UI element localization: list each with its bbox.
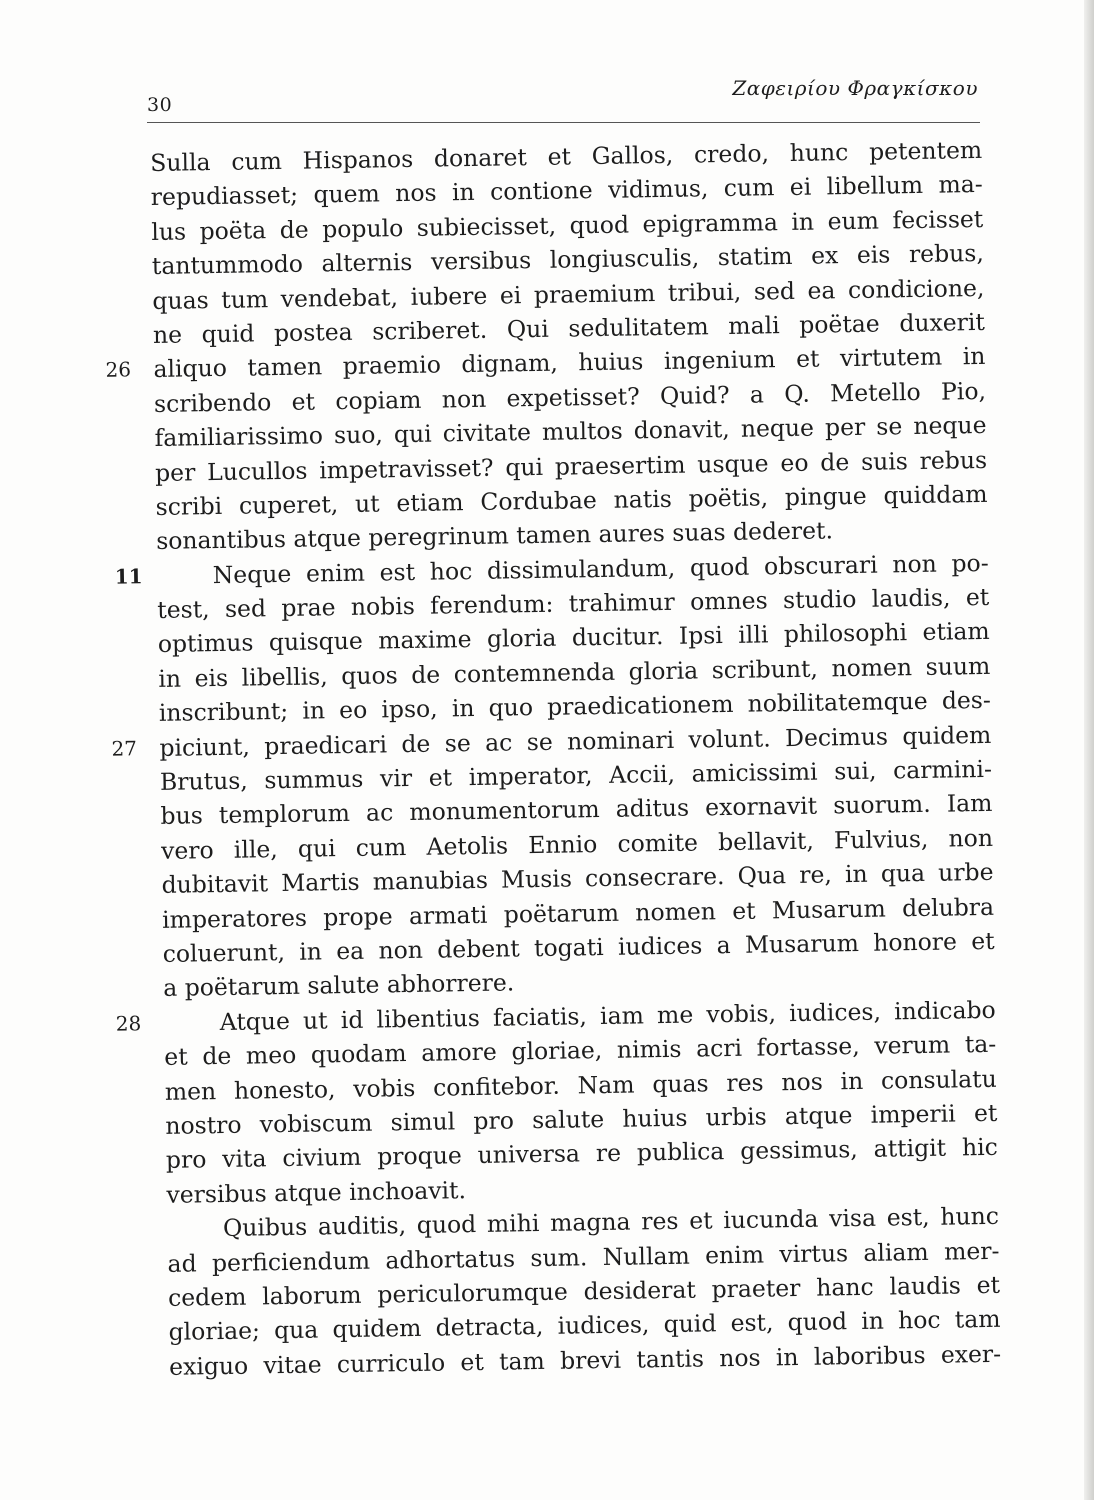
line-text: bus templorum ac monumentorum aditus exornavit suorum. Iam (160, 789, 993, 831)
line-text: nostro vobiscum simul pro salute huius urbis atque imperii et (165, 1098, 998, 1140)
header-rule (147, 122, 980, 123)
line-text: coluerunt, in ea non debent togati iudices a Musarum honore et (162, 926, 995, 968)
line-text: per Lucullos impetravisset? qui praesertim usque eo de suis rebus (154, 445, 988, 487)
running-head: Ζαφειρίου Φραγκίσκου (732, 76, 978, 100)
line-text: vero ille, qui cum Aetolis Ennio comite bellavit, Fulvius, non (160, 823, 994, 865)
line-text: dubitavit Martis manubias Musis consecrare. Qua re, in qua urbe (161, 858, 994, 900)
line-text: gloriae; qua quidem detracta, iudices, quid est, quod in hoc tam (168, 1305, 1001, 1347)
line-text: piciunt, praedicari de se ac se nominari volunt. Decimus quidem (159, 720, 992, 762)
line-text: aliquo tamen praemio dignam, huius ingenium et virtutem in (153, 342, 986, 384)
line-text: versibus atque inchoavit. (166, 1175, 467, 1209)
chapter-number: 11 (114, 563, 143, 589)
line-text: ne quid postea scriberet. Qui sedulitatem mali poëtae duxerit (152, 307, 986, 349)
line-text: cedem laborum periculorumque desiderat praeter hanc laudis et (167, 1270, 1001, 1312)
line-text: Brutus, summus vir et imperator, Accii, amicissimi sui, carmini- (159, 754, 993, 796)
section-number: 26 (105, 357, 132, 383)
line-text: imperatores prope armati poëtarum nomen et Musarum delubra (161, 892, 995, 934)
line-text: in eis libellis, quos de contemnenda gloria scribunt, nomen suum (158, 651, 991, 693)
line-text: ad perficiendum adhortatus sum. Nullam enim virtus aliam mer- (167, 1236, 1000, 1278)
section-number: 27 (111, 735, 138, 761)
line-text: exiguo vitae curriculo et tam brevi tantis nos in laboribus exer- (168, 1339, 1002, 1381)
page-edge-shadow (1084, 0, 1094, 1500)
line-text: test, sed prae nobis ferendum: trahimur omnes studio laudis, et (157, 582, 990, 625)
page-number: 30 (147, 94, 173, 116)
line-text: repudiasset; quem nos in contione vidimus, cum ei libellum ma- (150, 170, 983, 212)
line-text: Neque enim est hoc dissimulandum, quod obscurari non po- (212, 548, 989, 589)
line-text: tantummodo alternis versibus longiusculis, statim ex eis rebus, (151, 239, 985, 281)
section-number: 28 (115, 1011, 142, 1036)
line-text: scribendo et copiam non expetisset? Quid? a Q. Metello Pio, (153, 376, 987, 418)
line-text: Atque ut id libentius faciatis, iam me vobis, iudices, indicabo (219, 995, 996, 1036)
line-text: familiarissimo suo, qui civitate multos donavit, neque per se neque (154, 411, 987, 453)
line-text: Quibus auditis, quod mihi magna res et iucunda visa est, hunc (222, 1201, 1000, 1243)
line-text: a poëtarum salute abhorrere. (163, 968, 515, 1003)
line-text: inscribunt; in eo ipso, in quo praedicationem nobilitatemque des- (158, 686, 992, 728)
line-text: Sulla cum Hispanos donaret et Gallos, credo, hunc petentem (150, 135, 983, 177)
line-text: men honesto, vobis confitebor. Nam quas res nos in consulatu (164, 1064, 997, 1106)
line-text: quas tum vendebat, iubere ei praemium tribui, sed ea condicione, (152, 273, 985, 315)
line-text: scribi cuperet, ut etiam Cordubae natis poëtis, pingue quiddam (155, 479, 988, 521)
line-text: et de meo quodam amore gloriae, nimis acri fortasse, verum ta- (164, 1029, 997, 1072)
line-text: lus poëta de populo subiecisset, quod epigramma in eum fecisset (151, 204, 984, 246)
line-text: sonantibus atque peregrinum tamen aures suas dederet. (155, 516, 834, 556)
line-text: optimus quisque maxime gloria ducitur. Ipsi illi philosophi etiam (157, 617, 990, 659)
body-text (105, 133, 1002, 1384)
line-text: pro vita civium proque universa re publica gessimus, attigit hic (165, 1133, 999, 1175)
